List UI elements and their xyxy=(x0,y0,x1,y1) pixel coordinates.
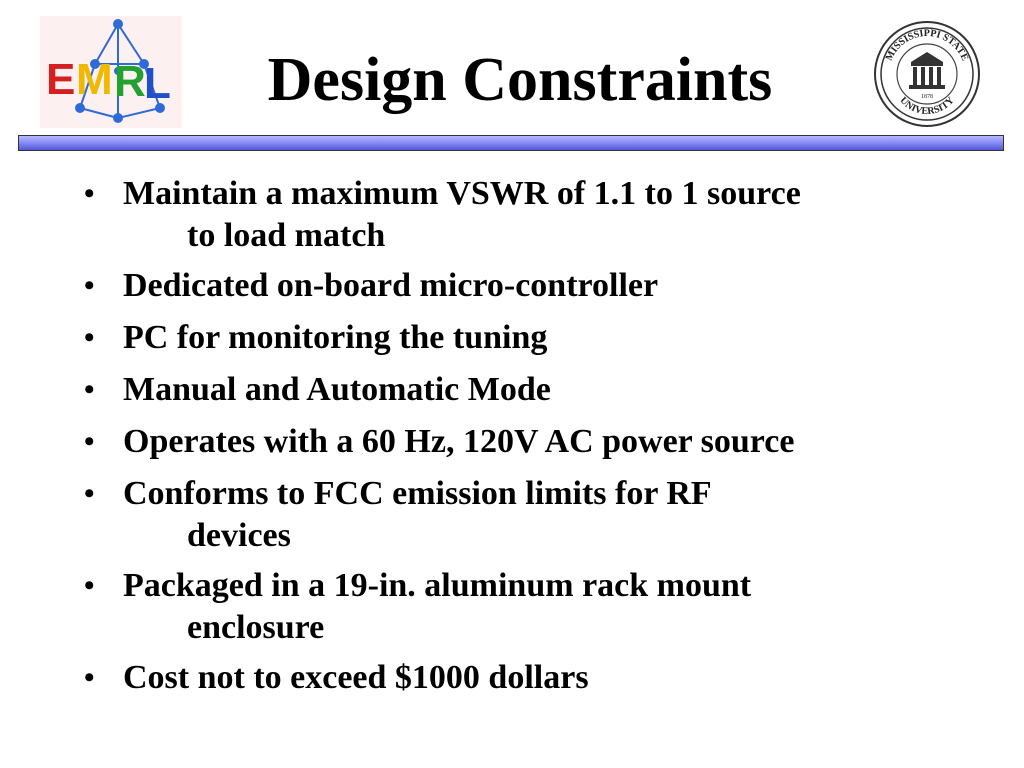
svg-text:M: M xyxy=(76,55,113,104)
bullet-item xyxy=(84,472,984,556)
bullet-marker: • xyxy=(84,373,95,406)
seal-text-bottom: UNIVERSITY xyxy=(897,95,957,118)
bullet-text: Dedicated on-board micro-controller xyxy=(123,267,659,304)
seal-text-top: MISSISSIPPI STATE xyxy=(883,27,971,63)
bullet-text: PC for monitoring the tuning xyxy=(123,319,548,356)
bullet-text-continuation: to load match xyxy=(187,217,386,254)
title-divider-bar xyxy=(18,135,1004,151)
bullet-marker: • xyxy=(84,425,95,458)
bullet-marker: • xyxy=(84,661,95,694)
bullet-text-continuation: devices xyxy=(187,517,291,554)
svg-text:L: L xyxy=(144,59,171,108)
svg-text:E: E xyxy=(46,55,76,104)
bullet-text: Conforms to FCC emission limits for RF xyxy=(123,475,712,512)
seal-year: 1878 xyxy=(921,94,933,100)
bullet-text: Manual and Automatic Mode xyxy=(123,371,551,408)
bullet-marker: • xyxy=(84,569,95,602)
bullet-item xyxy=(84,172,984,256)
bullet-marker: • xyxy=(84,177,95,210)
bullet-item xyxy=(84,316,984,360)
bullet-text: Maintain a maximum VSWR of 1.1 to 1 source xyxy=(123,175,801,212)
slide-title: Design Constraints xyxy=(267,46,773,114)
bullet-text-continuation: enclosure xyxy=(187,609,325,646)
bullet-list xyxy=(84,172,984,708)
bullet-text: Cost not to exceed $1000 dollars xyxy=(123,659,589,696)
bullet-item xyxy=(84,368,984,412)
bullet-marker: • xyxy=(84,321,95,354)
bullet-item xyxy=(84,420,984,464)
svg-text:R: R xyxy=(114,57,146,106)
mississippi-state-university-seal-icon xyxy=(871,20,983,128)
bullet-item xyxy=(84,264,984,308)
bullet-text: Operates with a 60 Hz, 120V AC power source xyxy=(123,423,795,460)
bullet-marker: • xyxy=(84,477,95,510)
bullet-item xyxy=(84,564,984,648)
bullet-item xyxy=(84,656,984,700)
bullet-marker: • xyxy=(84,269,95,302)
bullet-text: Packaged in a 19-in. aluminum rack mount xyxy=(123,567,752,604)
